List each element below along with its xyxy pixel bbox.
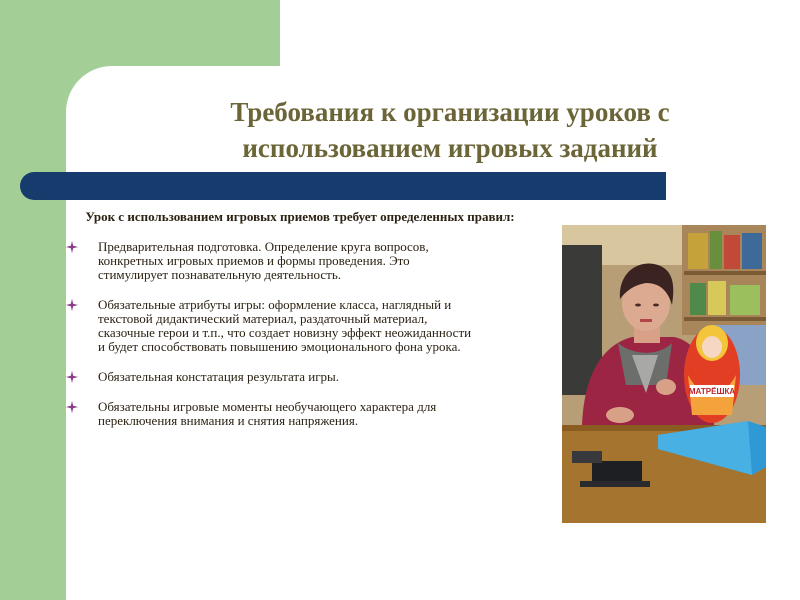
slide-title-line-2: использованием игровых заданий [242, 133, 658, 163]
top-white-panel [280, 0, 800, 70]
list-item [66, 240, 476, 282]
rule-text: Обязательные атрибуты игры: оформление класса, наглядный и текстовой дидактический материал, раздаточный материал, сказочные герои и т.п., что создает новизну эффект неожиданности и будет способствовать повышению эмоционального фона урока. [98, 297, 472, 354]
list-item [66, 298, 476, 354]
diamond-bullet-icon [66, 371, 78, 383]
diamond-bullet-icon [66, 299, 78, 311]
teacher-illustration [562, 225, 766, 523]
rules-list [66, 240, 476, 444]
teacher-photo [562, 225, 766, 523]
matryoshka-sign-label: МАТРЁШКА [688, 387, 736, 396]
rule-text: Предварительная подготовка. Определение круга вопросов, конкретных игровых приемов и формы проведения. Это стимулирует познавательную деятельность. [98, 239, 429, 282]
diamond-bullet-icon [66, 241, 78, 253]
slide-title-line-1: Требования к организации уроков с [230, 97, 670, 127]
slide-title [150, 94, 750, 166]
list-item [66, 400, 476, 428]
list-item [66, 370, 476, 384]
rule-text: Обязательны игровые моменты необучающего характера для переключения внимания и снятия напряжения. [98, 399, 437, 428]
title-divider-bar [20, 172, 666, 200]
rule-text: Обязательная констатация результата игры. [98, 369, 340, 384]
diamond-bullet-icon [66, 401, 78, 413]
intro-text: Урок с использованием игровых приемов требует определенных правил: [85, 209, 515, 224]
